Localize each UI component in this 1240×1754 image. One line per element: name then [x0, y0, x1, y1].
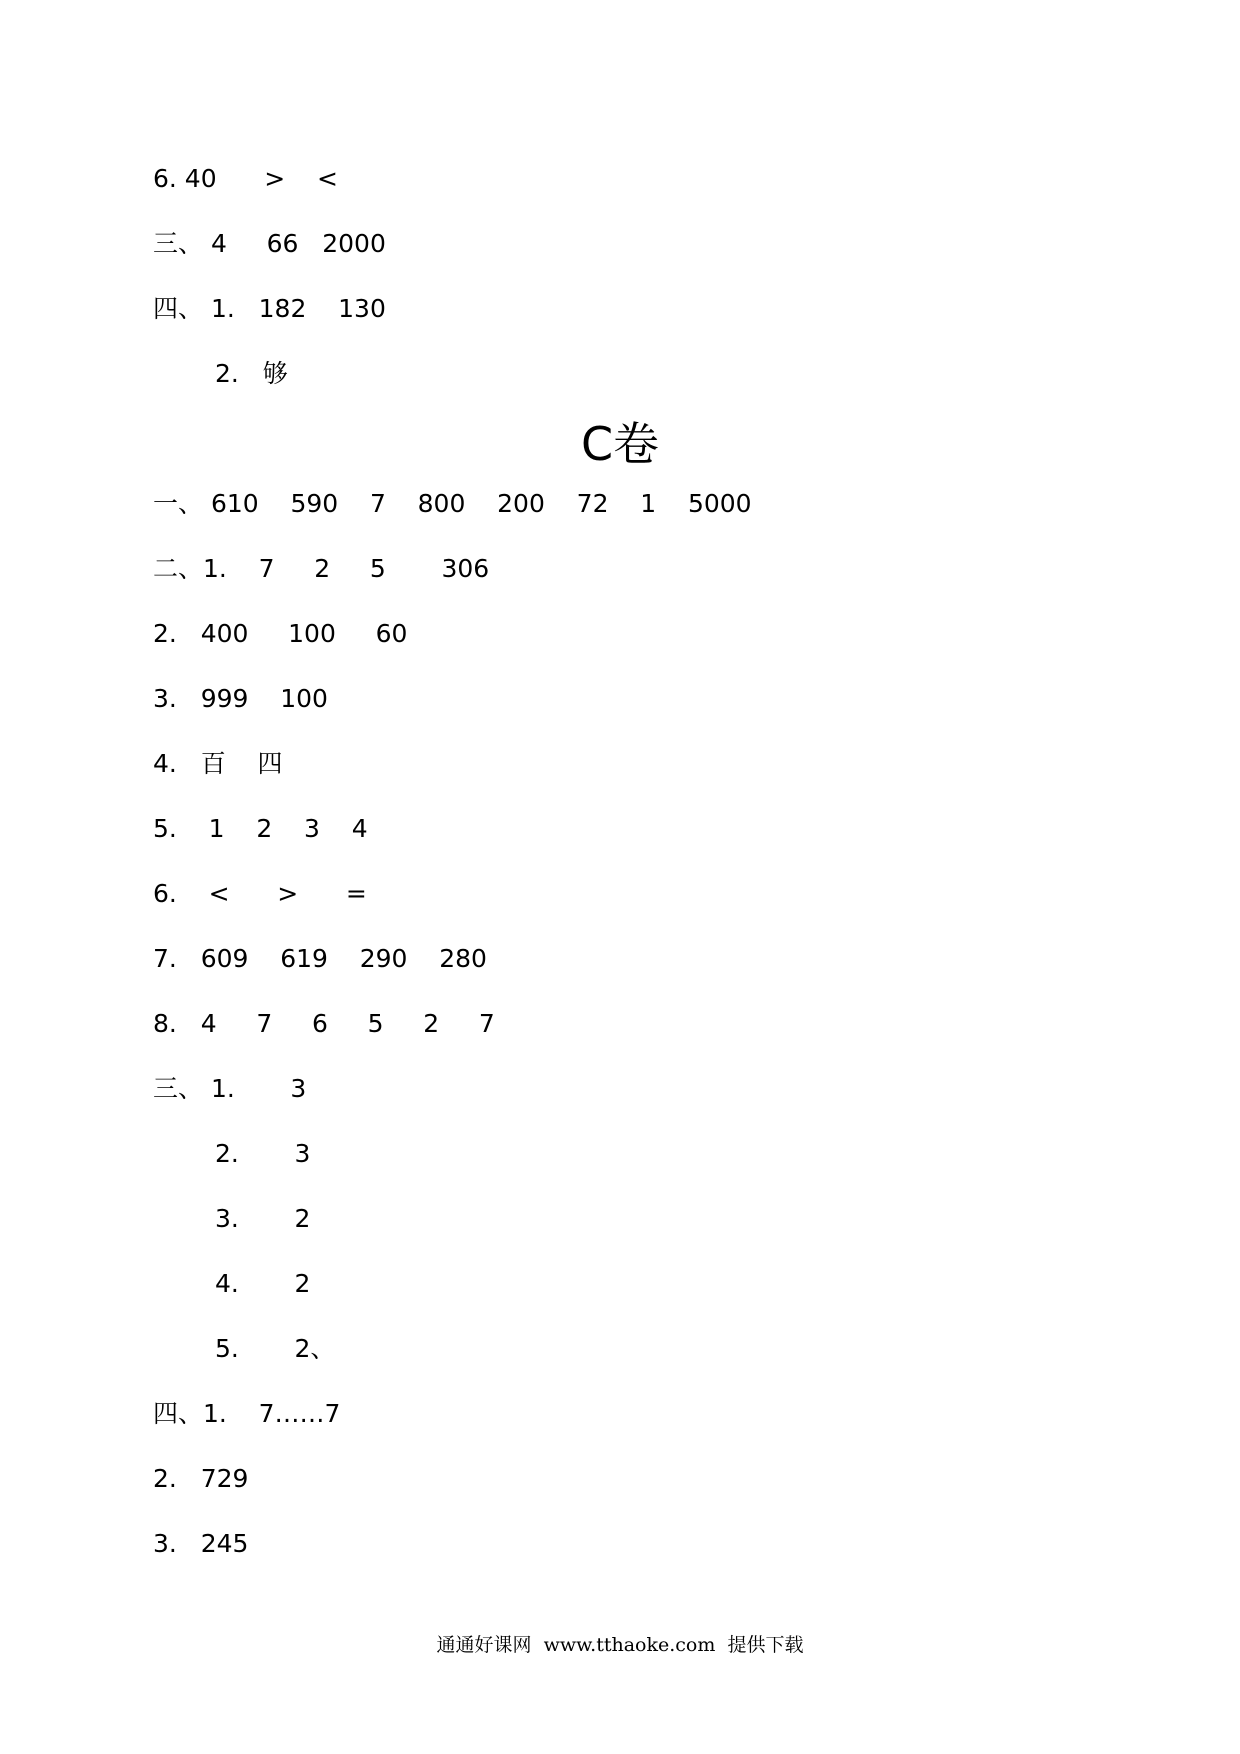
answer-part-4-q1: 四、 1. 182 130 [153, 294, 386, 323]
c-part-2-q1: 二、1. 7 2 5 306 [153, 554, 490, 583]
c-part-4-q1: 四、1. 7……7 [153, 1399, 341, 1428]
c-part-3-q2: 2. 3 [215, 1139, 311, 1168]
c-q4: 4. 百 四 [153, 749, 283, 778]
c-q6: 6. < > = [153, 879, 367, 908]
page-footer: 通通好课网 www.tthaoke.com 提供下载 [436, 1634, 804, 1656]
c-q2: 2. 400 100 60 [153, 619, 408, 648]
answer-line-6: 6. 40 > < [153, 164, 338, 193]
section-c-title: C卷 [580, 417, 660, 471]
c-q7: 7. 609 619 290 280 [153, 944, 487, 973]
c-part-3-q5: 5. 2、 [215, 1334, 336, 1363]
c-part-3-q1: 三、 1. 3 [153, 1074, 307, 1103]
c-q5: 5. 1 2 3 4 [153, 814, 368, 843]
c-q3: 3. 999 100 [153, 684, 328, 713]
c-part-1: 一、 610 590 7 800 200 72 1 5000 [153, 489, 752, 518]
c-part-4-q3: 3. 245 [153, 1529, 249, 1558]
answer-part-4-q2: 2. 够 [215, 359, 288, 388]
c-q8: 8. 4 7 6 5 2 7 [153, 1009, 495, 1038]
c-part-3-q4: 4. 2 [215, 1269, 311, 1298]
answer-part-3: 三、 4 66 2000 [153, 229, 386, 258]
c-part-4-q2: 2. 729 [153, 1464, 249, 1493]
c-part-3-q3: 3. 2 [215, 1204, 311, 1233]
